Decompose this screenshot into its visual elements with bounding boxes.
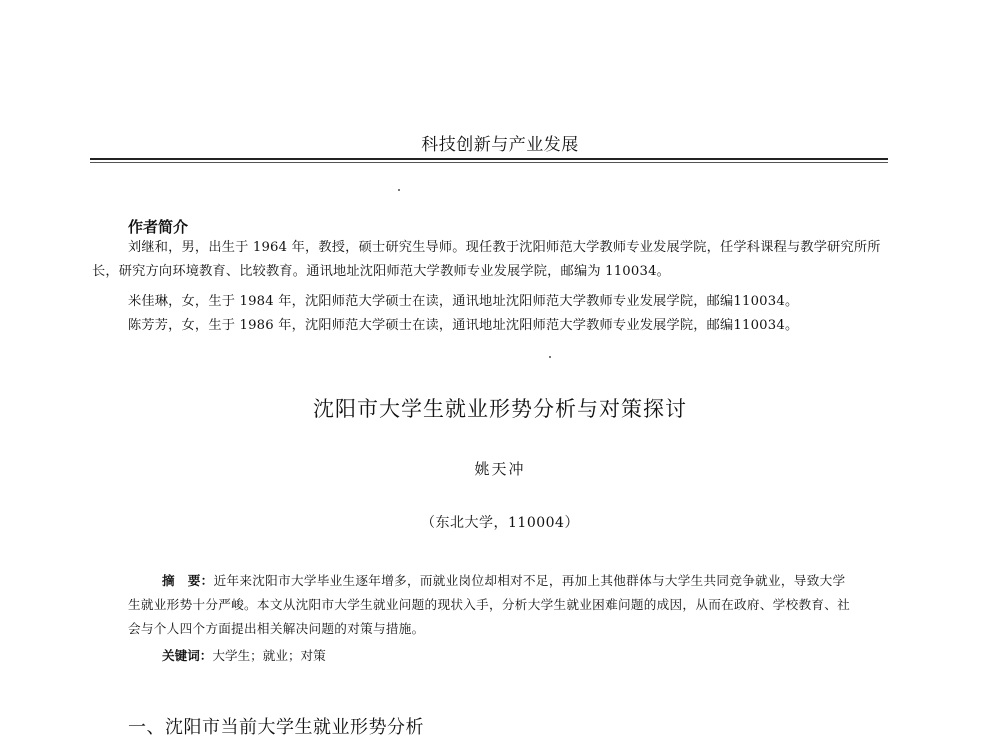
author-bio-text: 米佳琳，女，生于 1984 年，沈阳师范大学硕士在读，通讯地址沈阳师范大学教师专业发展学院，邮编110034。 (128, 294, 799, 309)
abstract-text: 近年来沈阳市大学毕业生逐年增多，而就业岗位却相对不足，再加上其他群体与大学生共同竞争就业，导致大学生就业形势十分严峻。本文从沈阳市大学生就业问题的现状入手，分析大学生就业困难问题的成因，从而在政府、学校教育、社会与个人四个方面提出相关解决问题的对策与措施。 (128, 573, 851, 636)
author-bio-entry (92, 314, 892, 338)
keywords-label: 关键词： (162, 648, 213, 663)
abstract (128, 569, 858, 641)
article-author: 姚天冲 (474, 460, 526, 478)
article-title: 沈阳市大学生就业形势分析与对策探讨 (313, 397, 687, 421)
article-affiliation: （东北大学，110004） (421, 515, 579, 531)
keywords (162, 645, 326, 664)
scan-speck (549, 356, 551, 358)
author-bio-entry (92, 236, 892, 284)
author-bio-text: 刘继和，男，出生于 1964 年，教授，硕士研究生导师。现任教于沈阳师范大学教师专业发展学院，任学科课程与教学研究所所长，研究方向环境教育、比较教育。通讯地址沈阳师范大学教师专业发展学院，邮编为 110034。 (92, 240, 881, 279)
author-bio-text: 陈芳芳，女，生于 1986 年，沈阳师范大学硕士在读，通讯地址沈阳师范大学教师专业发展学院，邮编110034。 (128, 318, 799, 333)
author-bio-heading: 作者简介 (128, 218, 189, 236)
scan-speck (398, 189, 400, 191)
abstract-label: 摘 要： (162, 573, 214, 588)
running-header: 科技创新与产业发展 (421, 135, 579, 155)
header-rule-thin (90, 162, 888, 163)
header-rule-thick (90, 158, 888, 160)
keywords-text: 大学生；就业；对策 (212, 648, 326, 663)
section-heading: 一、沈阳市当前大学生就业形势分析 (128, 717, 424, 738)
author-bio-entry (92, 290, 892, 314)
